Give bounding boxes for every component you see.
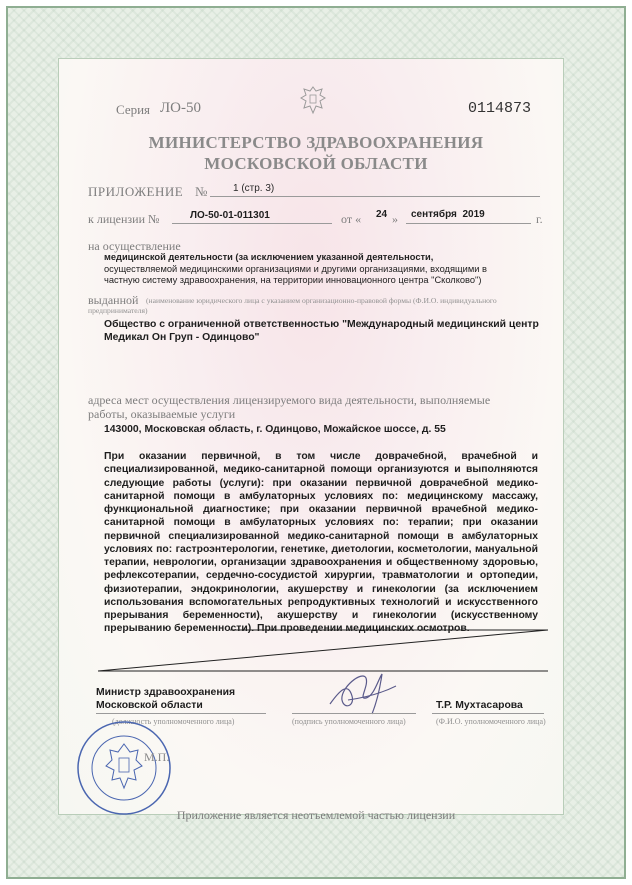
address-value: 143000, Московская область, г. Одинцово, Можайское шоссе, д. 55 [104, 424, 446, 435]
signatory-position-line-2: Московской области [96, 700, 203, 711]
activity-text [104, 252, 544, 287]
name-underline [432, 713, 544, 714]
organization-name [104, 318, 554, 344]
seal-label: М.П. [144, 750, 170, 764]
appendix-value: 1 (стр. 3) [233, 183, 275, 194]
ministry-title [0, 132, 632, 174]
license-prefix: к лицензии № [88, 212, 160, 226]
activity-line-1: медицинской деятельности (за исключением указанной деятельности, [104, 252, 434, 262]
license-year-suffix: г. [536, 212, 543, 226]
license-date-underline [406, 223, 531, 224]
license-close-quote: » [392, 212, 398, 226]
footer-note: Приложение является неотъемлемой частью лицензии [176, 808, 456, 822]
signatory-position-line-1: Министр здравоохранения [96, 687, 236, 698]
services-text: При оказании первичной, в том числе доврачебной, врачебной и специализированной, медико-санитарной помощи организуются и выполняются следующие работы (услуги): при оказании первичной доврачебной медико-санитарной помощи в амбулаторных условиях по: медицинскому массажу, функциональной диагностике; при оказании первичной врачебной медико-санитарной помощи в амбулаторных условиях по: терапии; при оказании первичной специализированной медико-санитарной помощи в амбулаторных условиях по: гастроэнтерологии, генетике, диетологии, косметологии, мануальной терапии, неврологии, организации здравоохранения и общественному здоровью, рефлексотерапии, сердечно-сосудистой хирургии, травматологии и ортопедии, физиотерапии, эндокринологии, акушерству и гинекологии (за исключением использования вспомогательных репродуктивных технологий и искусственного прерывания беременности), акушерству и гинекологии (искусственному прерыванию беременности). При проведении медицинских осмотров. [104, 451, 538, 635]
license-month-year: сентября 2019 [411, 209, 485, 220]
issued-label: выданной [88, 293, 139, 307]
activity-line-2: осуществляемой медицинскими организациями и другими организациями, входящими в [104, 263, 487, 274]
activity-label: на осуществление [88, 239, 181, 253]
license-number-underline [172, 223, 332, 224]
appendix-underline [210, 196, 540, 197]
organization-name-line-1: Общество с ограниченной ответственностью "Международный медицинский центр [104, 319, 539, 330]
position-caption: (должность уполномоченного лица) [112, 717, 235, 726]
series-code: ЛО-50 [160, 100, 202, 116]
official-seal-stamp [76, 720, 172, 816]
handwritten-signature [322, 660, 402, 718]
activity-line-3: частную систему здравоохранения, на территории инновационного центра "Сколково") [104, 275, 482, 285]
form-number: 0114873 [468, 100, 532, 117]
position-underline [96, 713, 266, 714]
issued-caption-2: предпринимателя) [88, 306, 148, 315]
name-caption: (Ф.И.О. уполномоченного лица) [436, 717, 546, 726]
signature-underline [292, 713, 416, 714]
signatory-name: Т.Р. Мухтасарова [436, 700, 523, 711]
license-day: 24 [376, 209, 388, 220]
series-label: Серия [116, 102, 151, 117]
coat-of-arms-icon [298, 84, 328, 116]
ministry-title-line2: МОСКОВСКОЙ ОБЛАСТИ [204, 154, 428, 173]
appendix-no-sign: № [195, 184, 208, 199]
appendix-label: ПРИЛОЖЕНИЕ [88, 184, 184, 199]
license-number: ЛО-50-01-011301 [190, 210, 270, 221]
organization-name-line-2: Медикал Он Груп - Одинцово" [104, 332, 260, 343]
license-from-label: от « [341, 212, 362, 226]
ministry-title-line1: МИНИСТЕРСТВО ЗДРАВООХРАНЕНИЯ [148, 133, 484, 152]
addresses-label-line-2: работы, оказываемые услуги [88, 407, 236, 421]
issued-caption: (наименование юридического лица с указанием организационно-правовой формы (Ф.И.О. индивидуального [146, 296, 497, 305]
addresses-label [88, 393, 558, 421]
signatory-position [96, 686, 235, 712]
addresses-label-line-1: адреса мест осуществления лицензируемого вида деятельности, выполняемые [88, 393, 491, 407]
signature-caption: (подпись уполномоченного лица) [292, 717, 406, 726]
